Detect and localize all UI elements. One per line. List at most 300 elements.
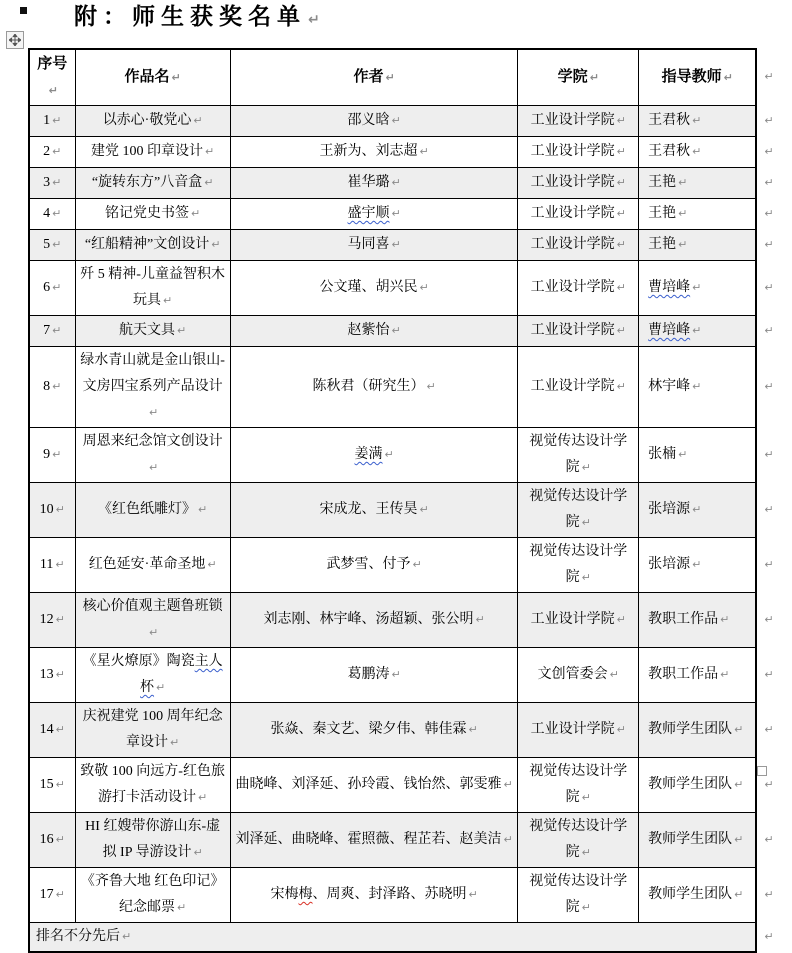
cell-text: 林宇峰 bbox=[648, 379, 691, 394]
paragraph-mark-icon: ↵ bbox=[419, 281, 429, 294]
row-end-mark-cell bbox=[756, 923, 791, 953]
cell-author[interactable] bbox=[230, 230, 518, 261]
cell-text: 航天文具 bbox=[119, 323, 176, 338]
paragraph-mark-icon: ↵ bbox=[692, 558, 702, 571]
cell-text: 教师学生团队 bbox=[648, 887, 733, 902]
table-row bbox=[29, 168, 791, 199]
paragraph-mark-icon: ↵ bbox=[678, 176, 688, 189]
cell-author[interactable] bbox=[230, 648, 518, 703]
paragraph-mark-icon: ↵ bbox=[193, 846, 203, 859]
paragraph-mark-icon: ↵ bbox=[198, 503, 208, 516]
paragraph-mark-icon: ↵ bbox=[503, 778, 513, 791]
cell-text: 张焱、秦文艺、梁夕伟、韩佳霖 bbox=[270, 722, 467, 737]
cell-advisor[interactable] bbox=[639, 316, 757, 347]
cell-number[interactable] bbox=[29, 199, 75, 230]
cell-text: 视觉传达设计学院 bbox=[529, 764, 628, 805]
cell-text: 梅 bbox=[298, 887, 313, 902]
table-row bbox=[29, 316, 791, 347]
cell-text: 视觉传达设计学院 bbox=[529, 434, 628, 475]
paragraph-mark-icon: ↵ bbox=[55, 503, 65, 516]
cell-text: 工业设计学院 bbox=[530, 113, 615, 128]
paragraph-mark-icon: ↵ bbox=[581, 516, 591, 529]
paragraph-mark-icon: ↵ bbox=[616, 324, 626, 337]
row-end-paragraph-mark-icon: ↵ bbox=[764, 888, 774, 901]
table-row bbox=[29, 868, 791, 923]
paragraph-mark-icon: ↵ bbox=[419, 145, 429, 158]
cell-college[interactable] bbox=[518, 230, 639, 261]
cell-text: 、周爽、封泽路、苏晓明 bbox=[312, 887, 467, 902]
cell-number[interactable] bbox=[29, 593, 75, 648]
row-end-mark-cell bbox=[756, 648, 791, 703]
cell-text: 15 bbox=[39, 777, 54, 792]
header-cell-work[interactable] bbox=[75, 49, 230, 106]
cell-college[interactable] bbox=[518, 538, 639, 593]
row-end-mark-cell bbox=[756, 538, 791, 593]
row-end-paragraph-mark-icon: ↵ bbox=[764, 668, 774, 681]
cell-text: 铭记党史书签 bbox=[105, 206, 190, 221]
cell-work[interactable] bbox=[75, 106, 230, 137]
header-cell-author[interactable] bbox=[230, 49, 518, 106]
row-end-paragraph-mark-icon: ↵ bbox=[764, 380, 774, 393]
cell-college[interactable] bbox=[518, 199, 639, 230]
cell-number[interactable] bbox=[29, 137, 75, 168]
cell-text: 教职工作品 bbox=[648, 612, 719, 627]
cell-work[interactable] bbox=[75, 261, 230, 316]
cell-advisor[interactable] bbox=[639, 868, 757, 923]
row-end-paragraph-mark-icon: ↵ bbox=[764, 176, 774, 189]
header-cell-college[interactable] bbox=[518, 49, 639, 106]
table-resize-handle[interactable] bbox=[757, 766, 767, 776]
cell-advisor[interactable] bbox=[639, 106, 757, 137]
table-row bbox=[29, 483, 791, 538]
cell-advisor[interactable] bbox=[639, 483, 757, 538]
paragraph-mark-icon: ↵ bbox=[52, 380, 62, 393]
cell-author[interactable] bbox=[230, 316, 518, 347]
paragraph-mark-icon: ↵ bbox=[55, 613, 65, 626]
paragraph-mark-icon: ↵ bbox=[412, 558, 422, 571]
paragraph-mark-icon: ↵ bbox=[720, 613, 730, 626]
cell-author[interactable] bbox=[230, 813, 518, 868]
row-end-paragraph-mark-icon: ↵ bbox=[764, 613, 774, 626]
cell-work[interactable] bbox=[75, 868, 230, 923]
cell-text: 陈秋君（研究生） bbox=[312, 379, 425, 394]
cell-work[interactable] bbox=[75, 483, 230, 538]
cell-text: 4 bbox=[43, 206, 51, 221]
cell-advisor[interactable] bbox=[639, 347, 757, 428]
cell-text: 5 bbox=[43, 237, 51, 252]
cell-text: HI 红嫂带你游山东-虚拟 IP 导游设计 bbox=[85, 819, 221, 860]
cell-text: 工业设计学院 bbox=[530, 175, 615, 190]
cell-work[interactable] bbox=[75, 428, 230, 483]
cell-advisor[interactable] bbox=[639, 813, 757, 868]
cell-text: 绿水青山就是金山银山-文房四宝系列产品设计 bbox=[80, 353, 225, 394]
cell-number[interactable] bbox=[29, 261, 75, 316]
paragraph-mark-icon: ↵ bbox=[122, 930, 132, 943]
row-end-mark-cell bbox=[756, 868, 791, 923]
cell-work[interactable] bbox=[75, 813, 230, 868]
cell-text: 邵义晗 bbox=[347, 113, 390, 128]
cell-advisor[interactable] bbox=[639, 428, 757, 483]
cell-text: 2 bbox=[43, 144, 51, 159]
paragraph-mark-icon: ↵ bbox=[616, 207, 626, 220]
cell-text: 视觉传达设计学院 bbox=[529, 874, 628, 915]
table-row bbox=[29, 347, 791, 428]
row-end-paragraph-mark-icon: ↵ bbox=[764, 145, 774, 158]
row-end-mark-cell bbox=[756, 483, 791, 538]
cell-advisor[interactable] bbox=[639, 230, 757, 261]
cell-number[interactable] bbox=[29, 316, 75, 347]
cell-text: 6 bbox=[43, 280, 51, 295]
paragraph-mark-icon: ↵ bbox=[204, 176, 214, 189]
paragraph-mark-icon: ↵ bbox=[170, 736, 180, 749]
cell-text: 红色延安·革命圣地 bbox=[88, 557, 206, 572]
cell-advisor[interactable] bbox=[639, 168, 757, 199]
row-end-paragraph-mark-icon: ↵ bbox=[764, 207, 774, 220]
cell-text: 刘泽延、曲晓峰、霍照薇、程芷若、赵美洁 bbox=[235, 832, 502, 847]
paragraph-mark-icon: ↵ bbox=[678, 448, 688, 461]
paragraph-mark-icon: ↵ bbox=[177, 324, 187, 337]
row-end-paragraph-mark-icon: ↵ bbox=[764, 324, 774, 337]
paragraph-mark-icon: ↵ bbox=[52, 448, 62, 461]
cell-advisor[interactable] bbox=[639, 199, 757, 230]
row-end-mark-cell bbox=[756, 703, 791, 758]
header-text: 指导教师 bbox=[661, 69, 722, 85]
cell-college[interactable] bbox=[518, 758, 639, 813]
table-row bbox=[29, 813, 791, 868]
row-end-mark-cell bbox=[756, 230, 791, 261]
cell-author[interactable] bbox=[230, 538, 518, 593]
paragraph-mark-icon: ↵ bbox=[391, 114, 401, 127]
cell-college[interactable] bbox=[518, 428, 639, 483]
cell-text: 以赤心·敬党心 bbox=[102, 113, 192, 128]
cell-text: 武梦雪、付予 bbox=[326, 557, 411, 572]
cell-author[interactable] bbox=[230, 347, 518, 428]
row-end-mark-cell bbox=[756, 316, 791, 347]
cell-text: 工业设计学院 bbox=[530, 722, 615, 737]
cell-text: 文创管委会 bbox=[537, 667, 608, 682]
paragraph-mark-icon: ↵ bbox=[52, 176, 62, 189]
table-move-handle[interactable] bbox=[6, 31, 24, 49]
cell-text: 张楠 bbox=[648, 447, 677, 462]
cell-work[interactable] bbox=[75, 137, 230, 168]
cell-text: 周恩来纪念馆文创设计 bbox=[82, 434, 223, 449]
cell-number[interactable] bbox=[29, 483, 75, 538]
cell-author[interactable] bbox=[230, 703, 518, 758]
cell-college[interactable] bbox=[518, 648, 639, 703]
cell-advisor[interactable] bbox=[639, 261, 757, 316]
row-end-paragraph-mark-icon: ↵ bbox=[764, 778, 774, 791]
cell-number[interactable] bbox=[29, 868, 75, 923]
paragraph-mark-icon: ↵ bbox=[191, 207, 201, 220]
cell-text: 公文瑾、胡兴民 bbox=[319, 280, 418, 295]
cell-text: 王艳 bbox=[648, 175, 677, 190]
award-table bbox=[28, 48, 792, 953]
paragraph-mark-icon: ↵ bbox=[616, 281, 626, 294]
cell-college[interactable] bbox=[518, 106, 639, 137]
cell-text: “红船精神”文创设计 bbox=[84, 237, 210, 252]
paragraph-mark-icon: ↵ bbox=[589, 71, 599, 84]
paragraph-mark-icon: ↵ bbox=[734, 723, 744, 736]
cell-author[interactable] bbox=[230, 106, 518, 137]
cell-author[interactable] bbox=[230, 261, 518, 316]
cell-text: 刘志刚、林宇峰、汤超颖、张公明 bbox=[263, 612, 474, 627]
paragraph-mark-icon: ↵ bbox=[692, 380, 702, 393]
paragraph-mark-icon: ↵ bbox=[692, 145, 702, 158]
cell-text: 3 bbox=[43, 175, 51, 190]
paragraph-mark-icon: ↵ bbox=[475, 613, 485, 626]
header-text: 学院 bbox=[557, 69, 588, 85]
cell-college[interactable] bbox=[518, 483, 639, 538]
paragraph-mark-icon: ↵ bbox=[385, 71, 395, 84]
cell-text: 《星火燎原》陶瓷 bbox=[82, 654, 195, 669]
cell-work[interactable] bbox=[75, 199, 230, 230]
cell-author[interactable] bbox=[230, 868, 518, 923]
header-text: 作者 bbox=[353, 69, 384, 85]
row-end-paragraph-mark-icon: ↵ bbox=[764, 723, 774, 736]
cell-text: “旋转东方”八音盒 bbox=[91, 175, 203, 190]
table-row bbox=[29, 538, 791, 593]
table-row bbox=[29, 593, 791, 648]
cell-text: 曹培峰 bbox=[648, 323, 691, 338]
cell-college[interactable] bbox=[518, 593, 639, 648]
row-end-mark-cell bbox=[756, 199, 791, 230]
paragraph-mark-icon: ↵ bbox=[468, 723, 478, 736]
cell-text: 视觉传达设计学院 bbox=[529, 489, 628, 530]
footer-note-cell[interactable] bbox=[29, 923, 756, 953]
cell-text: 庆祝建党 100 周年纪念章设计 bbox=[82, 709, 223, 750]
cell-text: 张培源 bbox=[648, 557, 691, 572]
cell-advisor[interactable] bbox=[639, 758, 757, 813]
cell-work[interactable] bbox=[75, 347, 230, 428]
paragraph-mark-icon: ↵ bbox=[609, 668, 619, 681]
cell-college[interactable] bbox=[518, 347, 639, 428]
cell-advisor[interactable] bbox=[639, 703, 757, 758]
paragraph-mark-icon: ↵ bbox=[616, 613, 626, 626]
row-end-mark-cell bbox=[756, 813, 791, 868]
cell-text: 曲晓峰、刘泽延、孙玲霞、钱怡然、郭雯雅 bbox=[235, 777, 502, 792]
table-row bbox=[29, 758, 791, 813]
paragraph-mark-icon: ↵ bbox=[211, 238, 221, 251]
cell-work[interactable] bbox=[75, 538, 230, 593]
paragraph-mark-icon: ↵ bbox=[55, 558, 65, 571]
cell-text: 视觉传达设计学院 bbox=[529, 544, 628, 585]
cell-work[interactable] bbox=[75, 316, 230, 347]
header-text: 作品名 bbox=[124, 69, 170, 85]
table-header-row bbox=[29, 49, 791, 106]
cell-text: 歼 5 精神-儿童益智积木玩具 bbox=[80, 267, 225, 308]
row-end-mark-cell bbox=[756, 49, 791, 106]
cell-text: 7 bbox=[43, 323, 51, 338]
cell-text: 17 bbox=[39, 887, 54, 902]
paragraph-mark-icon: ↵ bbox=[52, 324, 62, 337]
row-end-paragraph-mark-icon: ↵ bbox=[764, 503, 774, 516]
cell-advisor[interactable] bbox=[639, 593, 757, 648]
cell-author[interactable] bbox=[230, 428, 518, 483]
paragraph-mark-icon: ↵ bbox=[149, 461, 159, 474]
paragraph-mark-icon: ↵ bbox=[391, 207, 401, 220]
cell-number[interactable] bbox=[29, 347, 75, 428]
cell-text: 核心价值观主题鲁班锁 bbox=[82, 599, 223, 614]
paragraph-mark-icon: ↵ bbox=[692, 503, 702, 516]
cell-text: 崔华璐 bbox=[347, 175, 390, 190]
paragraph-mark-icon: ↵ bbox=[52, 207, 62, 220]
cell-number[interactable] bbox=[29, 703, 75, 758]
paragraph-mark-icon: ↵ bbox=[581, 901, 591, 914]
cell-text: 工业设计学院 bbox=[530, 379, 615, 394]
paragraph-mark-icon: ↵ bbox=[163, 294, 173, 307]
table-row bbox=[29, 137, 791, 168]
cell-work[interactable] bbox=[75, 593, 230, 648]
cell-advisor[interactable] bbox=[639, 137, 757, 168]
cell-text: 13 bbox=[39, 667, 54, 682]
paragraph-mark-icon: ↵ bbox=[692, 324, 702, 337]
cell-author[interactable] bbox=[230, 168, 518, 199]
paragraph-mark-icon: ↵ bbox=[616, 723, 626, 736]
paragraph-mark-icon: ↵ bbox=[678, 238, 688, 251]
cell-text: 《红色纸雕灯》 bbox=[98, 502, 197, 517]
row-end-mark-cell bbox=[756, 106, 791, 137]
cell-text: 14 bbox=[39, 722, 54, 737]
cell-college[interactable] bbox=[518, 316, 639, 347]
cell-text: 王君秋 bbox=[648, 113, 691, 128]
row-end-mark-cell bbox=[756, 261, 791, 316]
cell-text: 葛鹏涛 bbox=[347, 667, 390, 682]
cell-text: 主人杯 bbox=[140, 654, 223, 695]
paragraph-mark-icon: ↵ bbox=[55, 668, 65, 681]
row-end-mark-cell bbox=[756, 428, 791, 483]
cell-text: 盛宇顺 bbox=[347, 206, 390, 221]
cell-number[interactable] bbox=[29, 538, 75, 593]
cell-work[interactable] bbox=[75, 230, 230, 261]
paragraph-mark-icon: ↵ bbox=[734, 888, 744, 901]
paragraph-mark-icon: ↵ bbox=[692, 281, 702, 294]
header-text: 序号 bbox=[37, 56, 68, 72]
table-row bbox=[29, 261, 791, 316]
cell-number[interactable] bbox=[29, 813, 75, 868]
paragraph-mark-icon: ↵ bbox=[149, 626, 159, 639]
table-row bbox=[29, 648, 791, 703]
cell-work[interactable] bbox=[75, 648, 230, 703]
cell-text: 教师学生团队 bbox=[648, 777, 733, 792]
paragraph-mark-icon: ↵ bbox=[52, 114, 62, 127]
paragraph-mark-icon: ↵ bbox=[720, 668, 730, 681]
paragraph-mark-icon: ↵ bbox=[734, 833, 744, 846]
table-footer-row bbox=[29, 923, 791, 953]
paragraph-mark-icon: ↵ bbox=[391, 324, 401, 337]
cell-text: 致敬 100 向远方-红色旅游打卡活动设计 bbox=[80, 764, 225, 805]
paragraph-mark-icon: ↵ bbox=[207, 558, 217, 571]
paragraph-mark-icon: ↵ bbox=[391, 176, 401, 189]
cell-text: 教师学生团队 bbox=[648, 722, 733, 737]
cell-college[interactable] bbox=[518, 868, 639, 923]
paragraph-mark-icon: ↵ bbox=[616, 238, 626, 251]
cell-text: 16 bbox=[39, 832, 54, 847]
cell-text: 《齐鲁大地 红色印记》纪念邮票 bbox=[80, 874, 225, 915]
cell-author[interactable] bbox=[230, 758, 518, 813]
cell-college[interactable] bbox=[518, 813, 639, 868]
paragraph-mark-icon: ↵ bbox=[468, 888, 478, 901]
cell-text: 工业设计学院 bbox=[530, 144, 615, 159]
header-cell-advisor[interactable] bbox=[639, 49, 757, 106]
row-end-paragraph-mark-icon: ↵ bbox=[764, 114, 774, 127]
cell-author[interactable] bbox=[230, 483, 518, 538]
cell-author[interactable] bbox=[230, 137, 518, 168]
move-arrows-icon bbox=[9, 34, 21, 46]
paragraph-mark-icon: ↵ bbox=[581, 571, 591, 584]
row-end-mark-cell bbox=[756, 593, 791, 648]
paragraph-mark-icon: ↵ bbox=[503, 833, 513, 846]
paragraph-mark-icon: ↵ bbox=[52, 281, 62, 294]
row-end-mark-cell bbox=[756, 347, 791, 428]
paragraph-mark-icon: ↵ bbox=[52, 145, 62, 158]
row-end-paragraph-mark-icon: ↵ bbox=[764, 448, 774, 461]
cell-work[interactable] bbox=[75, 758, 230, 813]
cell-work[interactable] bbox=[75, 703, 230, 758]
cell-text: 马同喜 bbox=[347, 237, 390, 252]
paragraph-mark-icon: ↵ bbox=[581, 461, 591, 474]
cell-college[interactable] bbox=[518, 168, 639, 199]
paragraph-mark-icon: ↵ bbox=[52, 238, 62, 251]
paragraph-mark-icon: ↵ bbox=[391, 238, 401, 251]
paragraph-mark-icon: ↵ bbox=[692, 114, 702, 127]
paragraph-mark-icon: ↵ bbox=[55, 888, 65, 901]
row-end-paragraph-mark-icon: ↵ bbox=[764, 930, 774, 944]
cell-number[interactable] bbox=[29, 758, 75, 813]
table-row bbox=[29, 703, 791, 758]
cell-text: 宋成龙、王传昊 bbox=[319, 502, 418, 517]
table-row bbox=[29, 230, 791, 261]
cell-text: 王艳 bbox=[648, 237, 677, 252]
cell-text: 教职工作品 bbox=[648, 667, 719, 682]
cell-college[interactable] bbox=[518, 261, 639, 316]
cell-text: 9 bbox=[43, 447, 51, 462]
cell-college[interactable] bbox=[518, 137, 639, 168]
cell-number[interactable] bbox=[29, 168, 75, 199]
cell-number[interactable] bbox=[29, 648, 75, 703]
cell-text: 10 bbox=[39, 502, 54, 517]
paragraph-mark-icon: ↵ bbox=[177, 901, 187, 914]
cell-text: 工业设计学院 bbox=[530, 323, 615, 338]
paragraph-mark-icon: ↵ bbox=[48, 84, 58, 97]
cell-text: 王艳 bbox=[648, 206, 677, 221]
cell-work[interactable] bbox=[75, 168, 230, 199]
row-end-paragraph-mark-icon: ↵ bbox=[764, 558, 774, 571]
cell-college[interactable] bbox=[518, 703, 639, 758]
row-end-paragraph-mark-icon: ↵ bbox=[764, 70, 774, 84]
cell-number[interactable] bbox=[29, 428, 75, 483]
cell-author[interactable] bbox=[230, 593, 518, 648]
paragraph-mark-icon: ↵ bbox=[198, 791, 208, 804]
cell-number[interactable] bbox=[29, 230, 75, 261]
paragraph-mark-icon: ↵ bbox=[419, 503, 429, 516]
cell-text: 建党 100 印章设计 bbox=[91, 144, 204, 159]
cell-text: 曹培峰 bbox=[648, 280, 691, 295]
cell-text: 工业设计学院 bbox=[530, 206, 615, 221]
cell-author[interactable] bbox=[230, 199, 518, 230]
cell-advisor[interactable] bbox=[639, 538, 757, 593]
cell-text: 王新为、刘志超 bbox=[319, 144, 418, 159]
paragraph-mark-icon: ↵ bbox=[55, 833, 65, 846]
cell-number[interactable] bbox=[29, 106, 75, 137]
header-cell-number[interactable] bbox=[29, 49, 75, 106]
cell-text: 宋梅 bbox=[270, 887, 299, 902]
page-title bbox=[74, 0, 320, 31]
paragraph-mark-icon: ↵ bbox=[193, 114, 203, 127]
cell-advisor[interactable] bbox=[639, 648, 757, 703]
paragraph-mark-icon: ↵ bbox=[149, 406, 159, 419]
paragraph-mark-icon: ↵ bbox=[55, 778, 65, 791]
paragraph-mark-icon: ↵ bbox=[171, 71, 181, 84]
